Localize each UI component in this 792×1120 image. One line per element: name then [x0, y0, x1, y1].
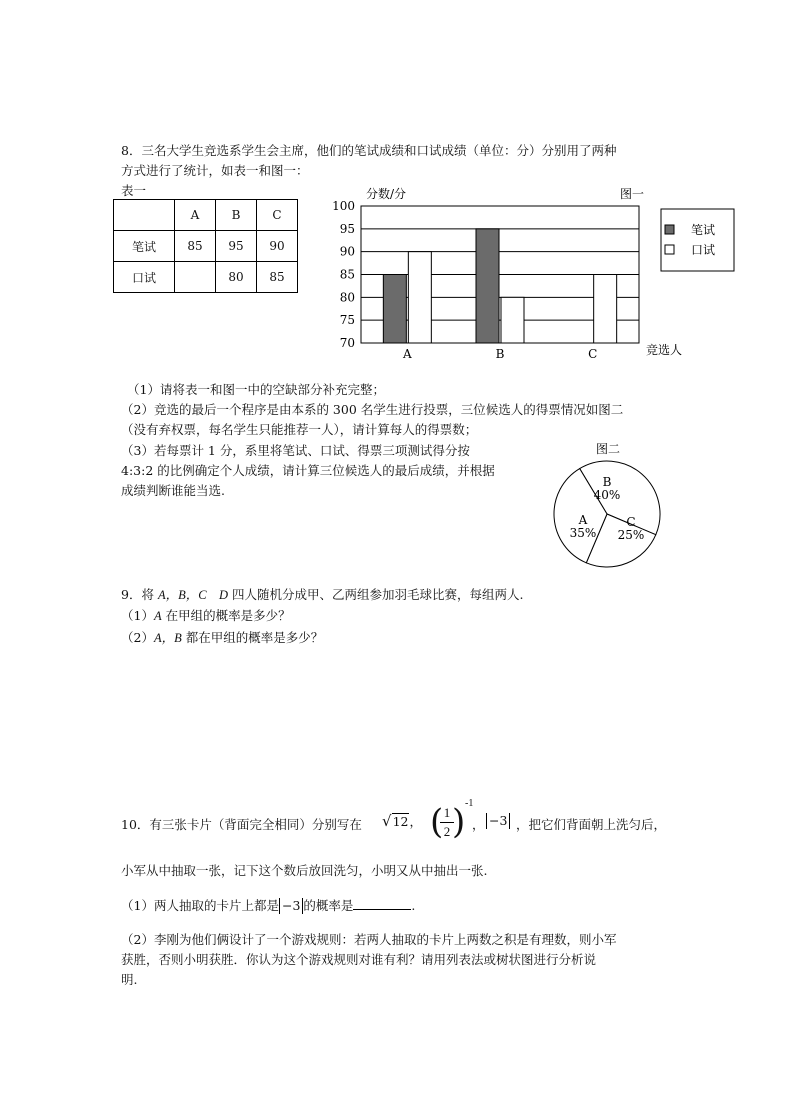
table-header-c: C [257, 200, 298, 231]
q10-sub1-end: . [411, 898, 416, 913]
table-cell: 80 [216, 262, 257, 293]
pie-label: A [578, 513, 588, 527]
q10-line1-prefix: 10．有三张卡片（背面完全相同）分别写在 [121, 817, 362, 832]
y-tick-label: 85 [339, 267, 355, 282]
legend-label-written: 笔试 [691, 223, 716, 237]
bar-oral-B [501, 297, 524, 343]
q8-sub3-line1: （3）若每票计 1 分，系里将笔试、口试、得票三项测试得分按 [121, 443, 470, 458]
x-tick-label: A [402, 347, 412, 361]
bar-oral-C [594, 275, 617, 344]
q10-fraction [430, 798, 474, 846]
table-cell: 90 [257, 231, 298, 262]
legend-swatch-written [665, 225, 674, 234]
bar-chart-title: 图一 [620, 187, 645, 201]
abs-value: −3 [486, 813, 510, 829]
q9-sub2-prefix: （2） [121, 630, 154, 645]
q8-intro-line2: 方式进行了统计，如表一和图一： [121, 163, 309, 178]
left-paren: ( [430, 802, 444, 842]
bar-chart-xlabel: 竞选人 [646, 343, 683, 357]
y-tick-label: 80 [339, 290, 355, 305]
q8-sub2-line2: （没有弃权票，每名学生只能推荐一人），请计算每人的得票数； [121, 422, 478, 437]
table-header-empty [114, 200, 175, 231]
q9-line1 [121, 585, 524, 603]
pie-label: C [626, 515, 636, 529]
q8-sub2-line1: （2）竞选的最后一个程序是由本系的 300 名学生进行投票，三位候选人的得票情况如图二 [121, 402, 624, 417]
pie-chart [548, 438, 668, 568]
q10-abs [486, 813, 510, 829]
fraction-denominator: 2 [443, 824, 451, 839]
y-tick-label: 75 [339, 313, 355, 328]
q9-prefix: 9．将 [121, 587, 158, 602]
y-tick-label: 95 [339, 221, 355, 236]
q10-sub1-prefix: （1）两人抽取的卡片上都是 [121, 898, 279, 913]
score-table [113, 199, 298, 293]
fraction-exponent: -1 [465, 798, 474, 809]
q10-line2: 小军从中抽取一张，记下这个数后放回洗匀，小明又从中抽出一张. [121, 863, 488, 878]
pie-label: B [602, 475, 612, 489]
q9-sub1-prefix: （1） [121, 608, 154, 623]
q9-sub2-text: 都在甲组的概率是多少？ [181, 630, 324, 645]
pie-percent: 40% [593, 488, 621, 502]
bar-oral-A [408, 252, 431, 343]
q9-sub2-vars: A，B [153, 631, 182, 645]
q9-vars: A，B，C D [157, 588, 229, 602]
fraction-numerator: 1 [443, 805, 451, 820]
sqrt-sign-icon: √ [382, 812, 392, 830]
pie-percent: 35% [569, 526, 597, 540]
y-tick-label: 90 [339, 244, 355, 259]
y-tick-label: 100 [332, 199, 355, 213]
legend-box [661, 209, 734, 271]
x-tick-label: B [495, 347, 505, 361]
legend-swatch-oral [665, 245, 674, 254]
bar-written-A [383, 275, 406, 344]
q10-sub1-text: 的概率是 [303, 898, 354, 913]
answer-blank[interactable] [353, 897, 411, 910]
q8-sub3-line3: 成绩判断谁能当选. [121, 483, 225, 498]
q10-line1-suffix: ，把它们背面朝上洗匀后， [516, 817, 667, 832]
q10-sqrt: √12， [382, 812, 422, 830]
q9-sub2 [121, 628, 323, 646]
q9-sub1-text: 在甲组的概率是多少？ [161, 608, 291, 623]
q9-sub1 [121, 606, 291, 624]
q10-comma: ， [472, 817, 485, 832]
pie-percent: 25% [617, 528, 645, 542]
q10-sub2-line2: 获胜，否则小明获胜．你认为这个游戏规则对谁有利？请用列表法或树状图进行分析说 [121, 952, 597, 967]
q8-sub1: （1）请将表一和图一中的空缺部分补充完整； [127, 382, 385, 397]
right-paren: ) [452, 802, 466, 842]
q9-sub1-var: A [153, 609, 162, 623]
q10-sub2-line1: （2）李刚为他们俩设计了一个游戏规则：若两人抽取的卡片上两数之积是有理数，则小军 [121, 932, 617, 947]
table-cell: 85 [257, 262, 298, 293]
x-tick-label: C [588, 347, 598, 361]
table-header-b: B [216, 200, 257, 231]
bar-chart-ylabel: 分数/分 [366, 187, 407, 201]
legend-label-oral: 口试 [691, 243, 716, 257]
row-label-oral: 口试 [114, 262, 175, 293]
q10-sub1 [121, 896, 415, 914]
sqrt-value: 12 [392, 814, 409, 829]
table-cell: 85 [175, 231, 216, 262]
table-cell-blank [175, 262, 216, 293]
table-title: 表一 [121, 183, 147, 198]
q8-intro-line1: 8．三名大学生竞选系学生会主席，他们的笔试成绩和口试成绩（单位：分）分别用了两种 [121, 143, 617, 158]
bar-chart [330, 182, 740, 364]
table-cell: 95 [216, 231, 257, 262]
q8-sub3-line2: 4:3:2 的比例确定个人成绩，请计算三位候选人的最后成绩，并根据 [121, 463, 495, 478]
table-header-a: A [175, 200, 216, 231]
bar-written-B [476, 229, 499, 343]
row-label-written: 笔试 [114, 231, 175, 262]
pie-chart-title: 图二 [595, 442, 621, 456]
q10-sub2-line3: 明. [121, 972, 138, 987]
q9-suffix: 四人随机分成甲、乙两组参加羽毛球比赛，每组两人. [228, 587, 524, 602]
y-tick-label: 70 [339, 336, 355, 350]
q10-sub1-abs: −3 [279, 898, 303, 914]
